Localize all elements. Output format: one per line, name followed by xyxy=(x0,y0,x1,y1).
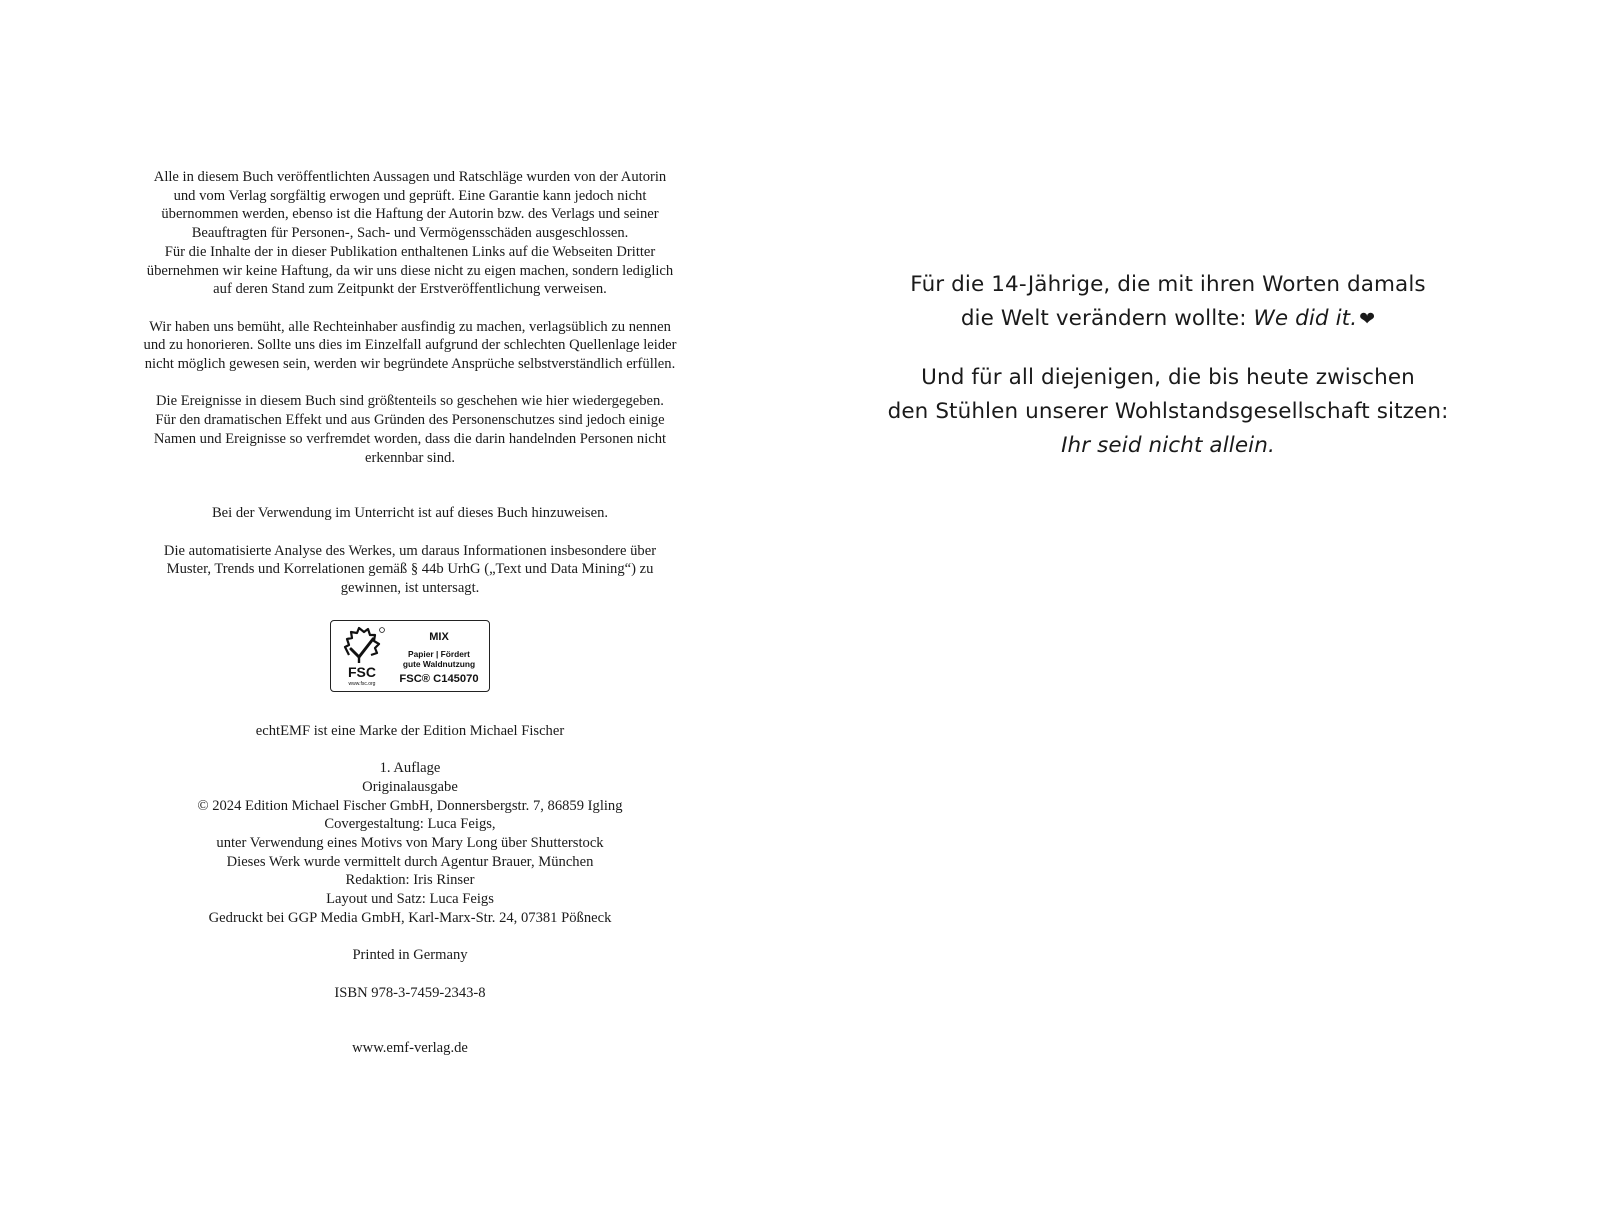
fsc-logo xyxy=(330,620,490,692)
fsc-claim-label: Papier | Fördert gute Waldnutzung xyxy=(402,648,476,669)
isbn: ISBN 978-3-7459-2343-8 xyxy=(334,984,486,1001)
fsc-url-text: www.fsc.org xyxy=(348,680,376,687)
dedication-paragraph-2 xyxy=(803,361,1533,463)
imprint-block xyxy=(110,168,710,1058)
teaching-notice: Bei der Verwendung im Unterricht ist auf dieses Buch hinzuweisen. xyxy=(211,505,609,522)
dedication-paragraph-1 xyxy=(803,268,1533,336)
dedication-2-italic: Ihr seid nicht allein. xyxy=(1061,433,1275,458)
right-page-dedication xyxy=(803,0,1606,1211)
dedication-1-line-2: die Welt verändern wollte: xyxy=(960,306,1254,331)
printed-in: Printed in Germany xyxy=(352,947,468,964)
credits-block: 1. Auflage Originalausgabe © 2024 Edition Michael Fischer GmbH, Donnersbergstr. 7, 86859 Igling Covergestaltung: Luca Feigs, unter Verwendung eines Motivs von Mary Long über Shutterstock Dieses Werk wurde vermittelt durch Agentur Brauer, München Redaktion: Iris Rinser Layout und Satz: Luca Feigs Gedruckt bei GGP Media GmbH, Karl-Marx-Str. 24, 07381 Pößneck xyxy=(197,760,623,926)
events-notice-paragraph: Die Ereignisse in diesem Buch sind größtenteils so geschehen wie hier wiedergegeben. Für den dramatischen Effekt und aus Gründen des Personenschutzes sind jedoch einige Namen und Ereignisse so verfremdet worden, dass die darin handelnden Personen nicht erkennbar sind. xyxy=(153,393,667,466)
disclaimer-paragraph: Alle in diesem Buch veröffentlichten Aussagen und Ratschläge wurden von der Autorin und vom Verlag sorgfältig erwogen und geprüft. Eine Garantie kann jedoch nicht übernommen werden, ebenso ist die Haftung der Autorin bzw. des Verlags und seiner Beauftragten für Personen-, Sach- und Vermögensschäden ausgeschlossen. Für die Inhalte der in dieser Publikation enthaltenen Links auf die Webseiten Dritter übernehmen wir keine Haftung, da wir uns diese nicht zu eigen machen, sondern lediglich auf deren Stand zum Zeitpunkt der Erstveröffentlichung verweisen. xyxy=(146,169,674,298)
dedication-1-italic: We did it. xyxy=(1253,306,1358,331)
fsc-brand-text: FSC xyxy=(348,663,376,680)
brand-notice: echtEMF ist eine Marke der Edition Michael Fischer xyxy=(255,722,565,739)
fsc-tree-icon xyxy=(337,625,387,687)
fsc-license-code: FSC® C145070 xyxy=(399,672,479,685)
dedication-1-line-1: Für die 14-Jährige, die mit ihren Worten damals xyxy=(910,272,1426,297)
publisher-website: www.emf-verlag.de xyxy=(352,1040,468,1057)
dedication-2-line-1: Und für all diejenigen, die bis heute zwischen xyxy=(921,365,1415,390)
dedication-block xyxy=(803,268,1533,463)
fsc-mix-label: MIX xyxy=(429,630,449,643)
dedication-2-line-2: den Stühlen unserer Wohlstandsgesellschaft sitzen: xyxy=(887,399,1449,424)
rights-notice-paragraph: Wir haben uns bemüht, alle Rechteinhaber ausfindig zu machen, verlagsüblich zu nennen und zu honorieren. Sollte uns dies im Einzelfall aufgrund der schlechten Quellenlage leider nicht möglich gewesen sein, werden wir begründete Ansprüche selbstverständlich erfüllen. xyxy=(143,318,677,373)
tdm-notice-paragraph: Die automatisierte Analyse des Werkes, um daraus Informationen insbesondere über Muster, Trends und Korrelationen gemäß § 44b UrhG („Text und Data Mining“) zu gewinnen, ist untersagt. xyxy=(163,542,657,597)
heart-icon: ❤ xyxy=(1359,308,1376,330)
